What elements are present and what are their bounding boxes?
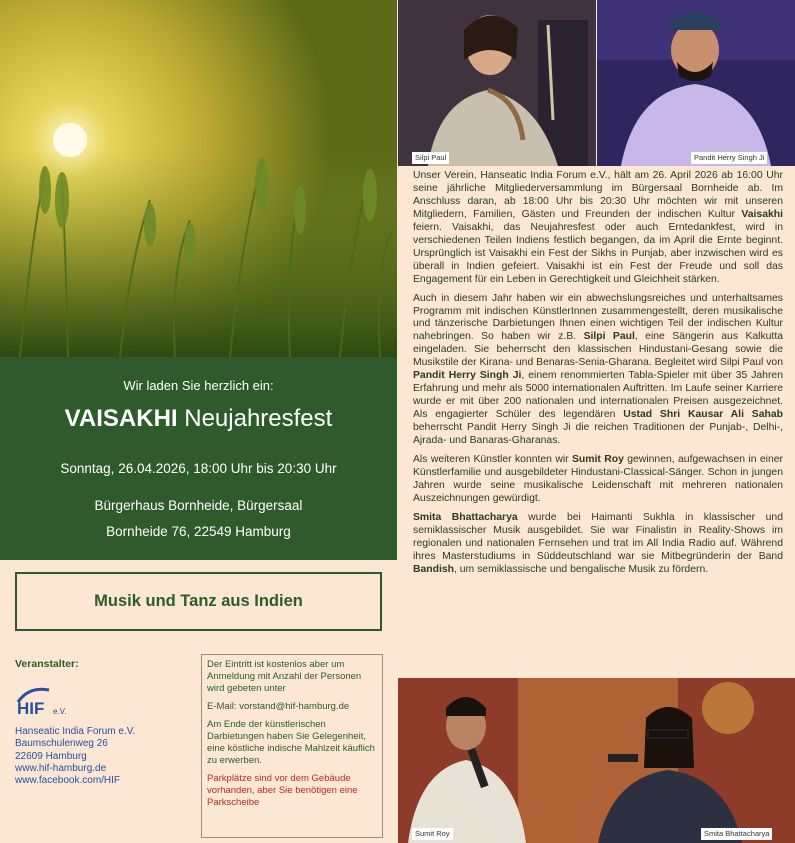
herry-singh-photo bbox=[597, 0, 795, 166]
left-column bbox=[0, 0, 397, 843]
wheat-field-photo bbox=[0, 0, 397, 357]
p2-text-g: beherrscht Pandit Herry Singh Ji die reichen Traditionen der Punjab-, Delhi-, Ajrada- und Banaras-Gharanas. bbox=[413, 422, 783, 447]
event-panel bbox=[0, 357, 397, 560]
event-title-rest: Neujahresfest bbox=[177, 405, 333, 432]
p2-text-a: Auch in diesem Jahr haben wir ein abwechslungsreiches und unterhaltsames Programm mit indischen KünstlerInnen zusammengestellt, deren musikalische und tänzerische Darbietungen Ihnen einen wichtigen Teil der indischen Kultur nahebringen. So haben wir z.B. bbox=[413, 292, 783, 343]
p3-text-a: Als weiteren Künstler konnten wir bbox=[413, 454, 572, 466]
sumit-smita-photo bbox=[398, 678, 795, 843]
entry-text: Der Eintritt ist kostenlos aber um Anmeldung mit Anzahl der Personen wird gebeten unter bbox=[207, 659, 362, 694]
music-dance-heading: Musik und Tanz aus Indien bbox=[94, 592, 303, 610]
caption-silpi-paul: Silpi Paul bbox=[412, 152, 449, 164]
paragraph-intro bbox=[413, 170, 783, 287]
music-dance-box bbox=[15, 572, 382, 631]
organizer-label: Veranstalter: bbox=[15, 658, 79, 670]
organizer-facebook-link[interactable]: www.facebook.com/HIF bbox=[15, 775, 121, 787]
p4-text-d: , um semiklassische und bengalische Musik zu fördern. bbox=[454, 563, 709, 575]
p4-text-b: wurde bei Haimanti Sukhla in klassischer und semiklassischer Musik ausgebildet. Sie war Finalistin in Reality-Shows im regionalen und nationalen Fernsehen und trat im All India Radio auf. Während ihres Masterstudiums in Süddeutschland war sie Mitbegründerin der Band bbox=[413, 511, 783, 562]
organizer-website-link[interactable]: www.hif-hamburg.de bbox=[15, 762, 107, 774]
article-text bbox=[413, 170, 783, 583]
caption-sumit-roy: Sumit Roy bbox=[412, 828, 453, 840]
silpi-paul-photo bbox=[398, 0, 596, 166]
p2-bold-silpi: Silpi Paul bbox=[583, 331, 635, 343]
info-box bbox=[201, 654, 383, 838]
organizer-name: Hanseatic India Forum e.V. bbox=[15, 726, 136, 737]
p1-text-a: Unser Verein, Hanseatic India Forum e.V., hält am 26. April 2026 ab 16:00 Uhr seine jährliche Mitgliederversammlung im Bürgersaal Bornheide ab. Im Anschluss daran, ab 18:00 Uhr bis 20:30 Uhr möchten wir mit unseren Mitgliedern, Familien, Gästen und Freunden der indischen Kultur bbox=[413, 170, 783, 220]
paragraph-sumit bbox=[413, 454, 783, 506]
caption-herry-singh: Pandit Herry Singh Ji bbox=[691, 152, 767, 164]
p4-bold-bandish: Bandish bbox=[413, 563, 454, 575]
p2-text-e: , einem renommierten Tabla-Spieler mit über 35 Jahren Erfahrung und mehr als 5000 internationalen Auftritten. Im Laufe seiner Karriere wurde er mit über 200 nationalen und internationalen Preisen ausgezeichnet. Als engagierter Schüler des legendären bbox=[413, 370, 783, 421]
venue-line-2: Bornheide 76, 22549 Hamburg bbox=[106, 524, 291, 539]
p4-bold-smita: Smita Bhattacharya bbox=[413, 511, 518, 523]
logo-text: HIF bbox=[17, 699, 45, 718]
p2-text-c: , eine Sängerin aus Kalkutta eingeladen. Sie beherrscht den klassischen Hindustani-Gesang sowie die Musikstile der Kirana- und Benaras-Senia-Gharana. Begleitet wird Silpi Paul von bbox=[413, 331, 783, 369]
p1-bold-vaisakhi: Vaisakhi bbox=[741, 208, 783, 220]
p1-text-c: feiern. Vaisakhi, das Neujahresfest oder auch Erntedankfest, wird in verschiedenen Teilen Indiens festlich begangen, da im April die Ernte beginnt. Ursprünglich ist Vaisakhi ein Fest der Sikhs in Punjab, aber inzwischen wird es überall in Indien gefeiert. Vaisakhi ist ein Fest der Freude und soll das Engagement für ein Leben in Gerechtigkeit und Gleichheit stärken. bbox=[413, 221, 783, 285]
organizer-address bbox=[15, 726, 135, 787]
parking-text: Parkplätze sind vor dem Gebäude vorhanden, aber Sie benötigen eine Parkscheibe bbox=[207, 773, 358, 808]
email-link[interactable]: E-Mail: vorstand@hif-hamburg.de bbox=[207, 701, 350, 712]
p2-bold-herry: Pandit Herry Singh Ji bbox=[413, 370, 522, 382]
caption-smita-bhattacharya: Smita Bhattacharya bbox=[701, 828, 772, 840]
logo-suffix: e.V. bbox=[53, 707, 67, 716]
invitation-text: Wir laden Sie herzlich ein: bbox=[123, 378, 274, 393]
paragraph-program bbox=[413, 293, 783, 448]
p2-bold-ustad: Ustad Shri Kausar Ali Sahab bbox=[623, 409, 783, 421]
p3-text-c: gewinnen, aufgewachsen in einer Künstlerfamilie und ausgebildeter Hindustani-Classical-Sänger. Schon in jungen Jahren wurde seine musikalische Leidenschaft mit mehreren nationalen Auszeichnungen gewürdigt. bbox=[413, 454, 784, 504]
p3-bold-sumit: Sumit Roy bbox=[572, 454, 624, 466]
venue-line-1: Bürgerhaus Bornheide, Bürgersaal bbox=[94, 498, 303, 513]
organizer-city: 22609 Hamburg bbox=[15, 750, 87, 762]
meal-text: Am Ende der künstlerischen Darbietungen haben Sie Gelegenheit, eine köstliche indische Mahlzeit käuflich zu erwerben. bbox=[207, 719, 375, 766]
event-title-bold: VAISAKHI bbox=[64, 405, 178, 432]
paragraph-smita bbox=[413, 512, 783, 577]
event-title bbox=[0, 405, 397, 433]
hif-logo bbox=[15, 684, 85, 718]
event-date: Sonntag, 26.04.2026, 18:00 Uhr bis 20:30 Uhr bbox=[60, 461, 337, 476]
organizer-street: Baumschulenweg 26 bbox=[15, 738, 108, 750]
